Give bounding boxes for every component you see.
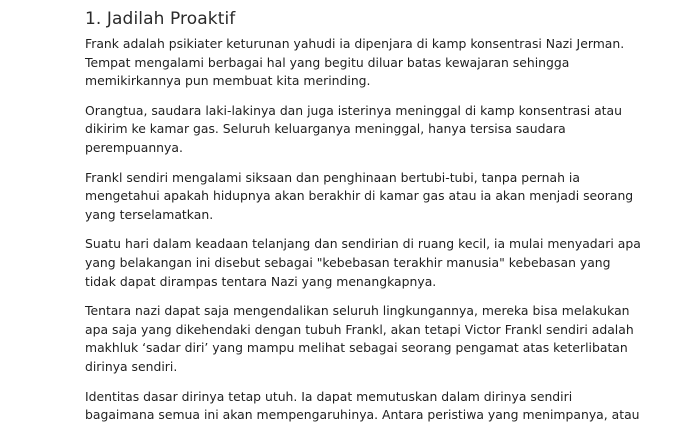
paragraph-line: memikirkannya pun membuat kita merinding. xyxy=(85,73,371,89)
paragraph-line: dirinya sendiri. xyxy=(85,358,178,374)
paragraph-line: Tentara nazi dapat saja mengendalikan seluruh lingkungannya, mereka bisa melakukan xyxy=(85,303,630,319)
paragraph-line: tidak dapat dirampas tentara Nazi yang menangkapnya. xyxy=(85,273,437,289)
paragraph-line: Frank adalah psikiater keturunan yahudi ia dipenjara di kamp konsentrasi Nazi Jerman. xyxy=(85,36,625,51)
paragraph-line: Frankl sendiri mengalami siksaan dan penghinaan bertubi-tubi, tanpa pernah ia xyxy=(85,169,580,185)
paragraph xyxy=(85,235,650,291)
paragraph-line: mengetahui apakah hidupnya akan berakhir di kamar gas atau ia akan menjadi seorang xyxy=(85,188,634,204)
paragraph xyxy=(85,169,650,225)
paragraph-line: Tempat mengalami berbagai hal yang begitu diluar batas kewajaran sehingga xyxy=(85,54,570,70)
paragraph-line: yang terselamatkan. xyxy=(85,206,214,222)
paragraph-line: makhluk ‘sadar diri’ yang mampu melihat sebagai seorang pengamat atas keterlibatan xyxy=(85,340,628,356)
paragraph xyxy=(85,102,650,158)
paragraph-line: bagaimana semua ini akan mempengaruhinya. Antara peristiwa yang menimpanya, atau xyxy=(85,407,640,423)
paragraph-line: perempuannya. xyxy=(85,139,183,155)
paragraph-line: Suatu hari dalam keadaan telanjang dan sendirian di ruang kecil, ia mulai menyadari apa xyxy=(85,236,641,252)
paragraph xyxy=(85,388,650,425)
paragraph xyxy=(85,35,650,91)
paragraph-line: yang belakangan ini disebut sebagai "kebebasan terakhir manusia" kebebasan yang xyxy=(85,254,611,270)
paragraph-line: dikirim ke kamar gas. Seluruh keluarganya meninggal, hanya tersisa saudara xyxy=(85,121,566,137)
paragraph-line: apa saja yang dikehendaki dengan tubuh Frankl, akan tetapi Victor Frankl sendiri adalah xyxy=(85,321,634,337)
paragraph-line: Orangtua, saudara laki-lakinya dan juga isterinya meninggal di kamp konsentrasi atau xyxy=(85,102,622,118)
paragraph-line: Identitas dasar dirinya tetap utuh. Ia dapat memutuskan dalam dirinya sendiri xyxy=(85,388,573,404)
section-heading: 1. Jadilah Proaktif xyxy=(85,9,236,29)
document-content xyxy=(85,8,650,436)
paragraph xyxy=(85,302,650,376)
